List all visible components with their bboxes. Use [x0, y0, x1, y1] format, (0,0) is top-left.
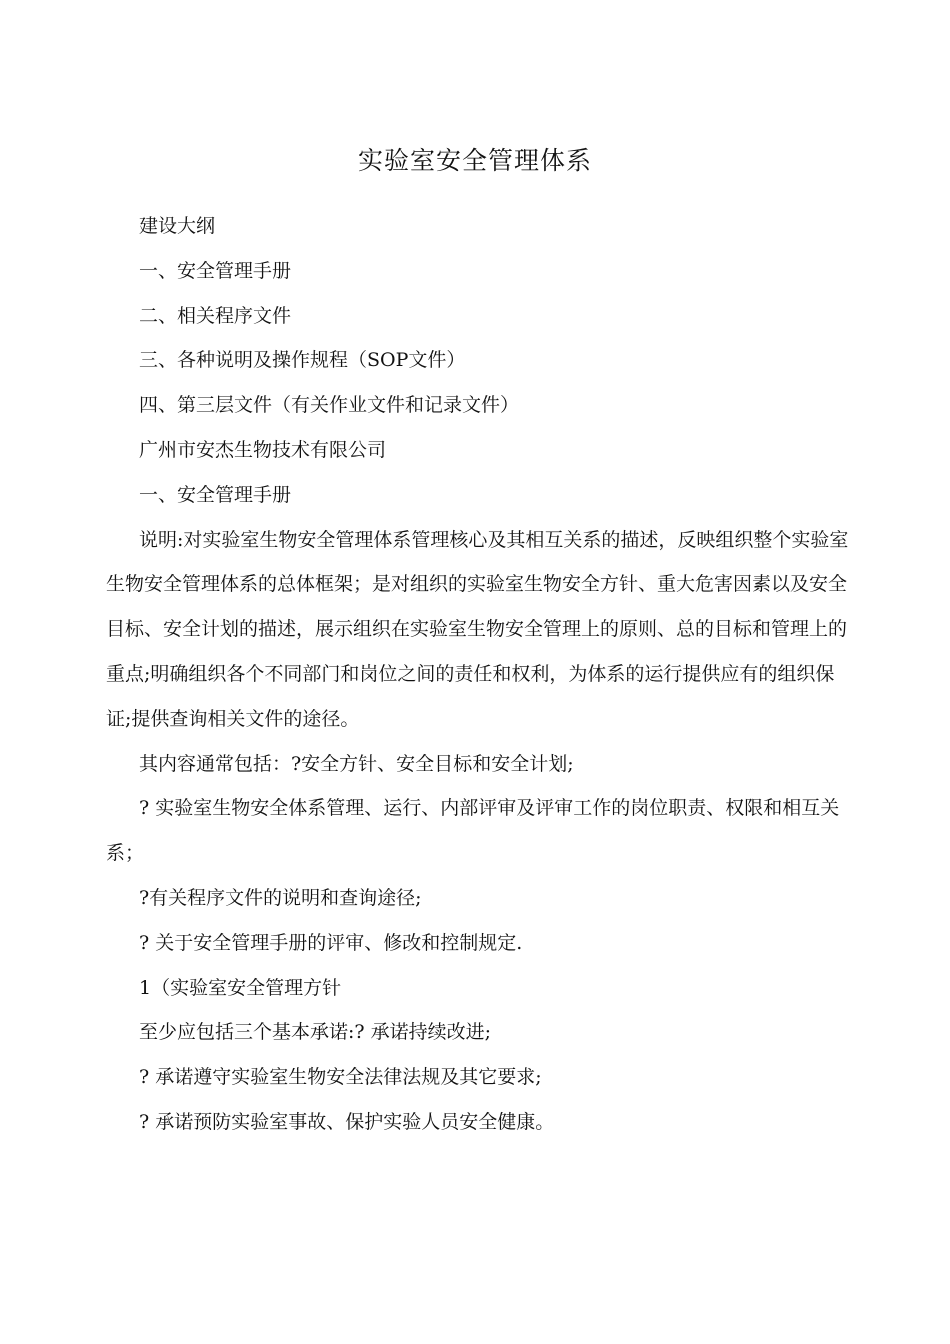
paragraph-contents-intro: 其内容通常包括：?安全方针、安全目标和安全计划;: [139, 752, 574, 775]
paragraph-outline-heading: 建设大纲: [139, 215, 216, 237]
document-body: [106, 204, 854, 1145]
paragraph-commitment-law: ? 承诺遵守实验室生物安全法律法规及其它要求;: [139, 1066, 542, 1089]
paragraph-outline-item-3: 三、各种说明及操作规程（SOP文件）: [139, 349, 466, 372]
paragraph-policy-heading: 1（实验室安全管理方针: [139, 976, 342, 999]
paragraph-contents-item-procedures: ?有关程序文件的说明和查询途径;: [139, 886, 422, 909]
paragraph-contents-item-review: ? 关于安全管理手册的评审、修改和控制规定.: [139, 931, 523, 954]
paragraph-company-name: 广州市安杰生物技术有限公司: [139, 438, 387, 461]
document-title: 实验室安全管理体系: [357, 146, 592, 175]
paragraph-section-heading: 一、安全管理手册: [139, 483, 292, 506]
paragraph-contents-item-responsibilities: ? 实验室生物安全体系管理、运行、内部评审及评审工作的岗位职责、权限和相互关系；: [106, 797, 840, 865]
paragraph-commitment-prevention: ? 承诺预防实验室事故、保护实验人员安全健康。: [139, 1110, 555, 1133]
paragraph-outline-item-4: 四、第三层文件（有关作业文件和记录文件）: [139, 394, 520, 417]
paragraph-outline-item-2: 二、相关程序文件: [139, 304, 292, 327]
paragraph-outline-item-1: 一、安全管理手册: [139, 259, 292, 282]
paragraph-commitments-intro: 至少应包括三个基本承诺:? 承诺持续改进;: [139, 1021, 492, 1044]
paragraph-description: 说明:对实验室生物安全管理体系管理核心及其相互关系的描述，反映组织整个实验室生物安全管理体系的总体框架；是对组织的实验室生物安全方针、重大危害因素以及安全目标、安全计划的描述，展示组织在实验室生物安全管理上的原则、总的目标和管理上的重点;明确组织各个不同部门和岗位之间的责任和权利，为体系的运行提供应有的组织保证;提供查询相关文件的途径。: [106, 528, 849, 730]
